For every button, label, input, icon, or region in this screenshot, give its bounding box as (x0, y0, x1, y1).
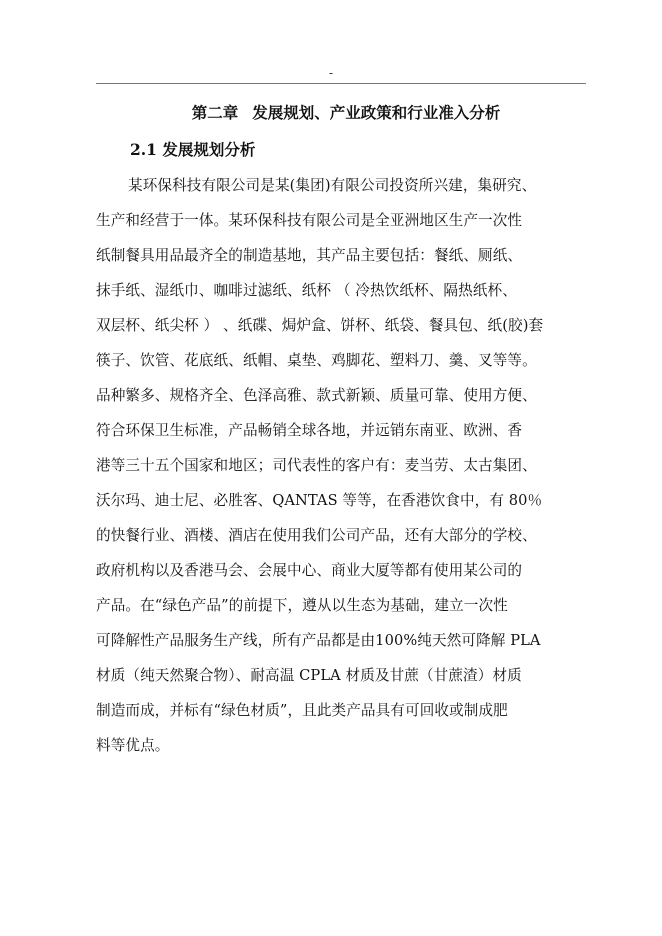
paragraph-line: 双层杯、纸尖杯 ） 、纸碟、焗炉盒、饼杯、纸袋、餐具包、纸(胶)套 (96, 317, 544, 334)
paragraph-line: 纸制餐具用品最齐全的制造基地，其产品主要包括：餐纸、厕纸、 (96, 247, 523, 264)
paragraph-line: 可降解性产品服务生产线，所有产品都是由100%纯天然可降解 PLA (96, 632, 541, 649)
paragraph-line: 品种繁多、规格齐全、色泽高雅、款式新颖、质量可靠、使用方便、 (96, 387, 537, 404)
paragraph-line: 生产和经营于一体。某环保科技有限公司是全亚洲地区生产一次性 (96, 212, 523, 229)
paragraph-line: 沃尔玛、迪士尼、必胜客、QANTAS 等等，在香港饮食中，有 80％ (96, 492, 543, 509)
paragraph-line: 产品。在“绿色产品”的前提下，遵从以生态为基础，建立一次性 (96, 597, 508, 614)
paragraph-line: 港等三十五个国家和地区；司代表性的客户有：麦当劳、太古集团、 (96, 457, 537, 474)
header-rule (96, 83, 586, 84)
body-paragraph (96, 174, 606, 769)
chapter-number: 第二章 (191, 103, 239, 122)
chapter-title (96, 101, 596, 125)
paragraph-line: 料等优点。 (96, 737, 170, 754)
paragraph-line: 政府机构以及香港马会、会展中心、商业大厦等都有使用某公司的 (96, 562, 523, 579)
chapter-title-text: 发展规划、产业政策和行业准入分析 (252, 103, 501, 122)
paragraph-line: 符合环保卫生标准，产品畅销全球各地，并远销东南亚、欧洲、香 (96, 422, 523, 439)
paragraph-line: 某环保科技有限公司是某(集团)有限公司投资所兴建，集研究、 (128, 177, 537, 194)
paragraph-line: 的快餐行业、酒楼、酒店在使用我们公司产品，还有大部分的学校、 (96, 527, 537, 544)
paragraph-line: 筷子、饮管、花底纸、纸帽、桌垫、鸡脚花、塑料刀、羹、叉等等。 (96, 352, 537, 369)
section-title: 2.1 发展规划分析 (130, 140, 256, 159)
paragraph-line: 抹手纸、湿纸巾、咖啡过滤纸、纸杯 （ 冷热饮纸杯、隔热纸杯、 (96, 282, 517, 299)
page-header-mark: - (328, 66, 334, 80)
paragraph-line: 材质（纯天然聚合物）、耐高温 CPLA 材质及甘蔗（甘蔗渣）材质 (96, 667, 522, 684)
paragraph-line: 制造而成，并标有“绿色材质”，且此类产品具有可回收或制成肥 (96, 702, 508, 719)
